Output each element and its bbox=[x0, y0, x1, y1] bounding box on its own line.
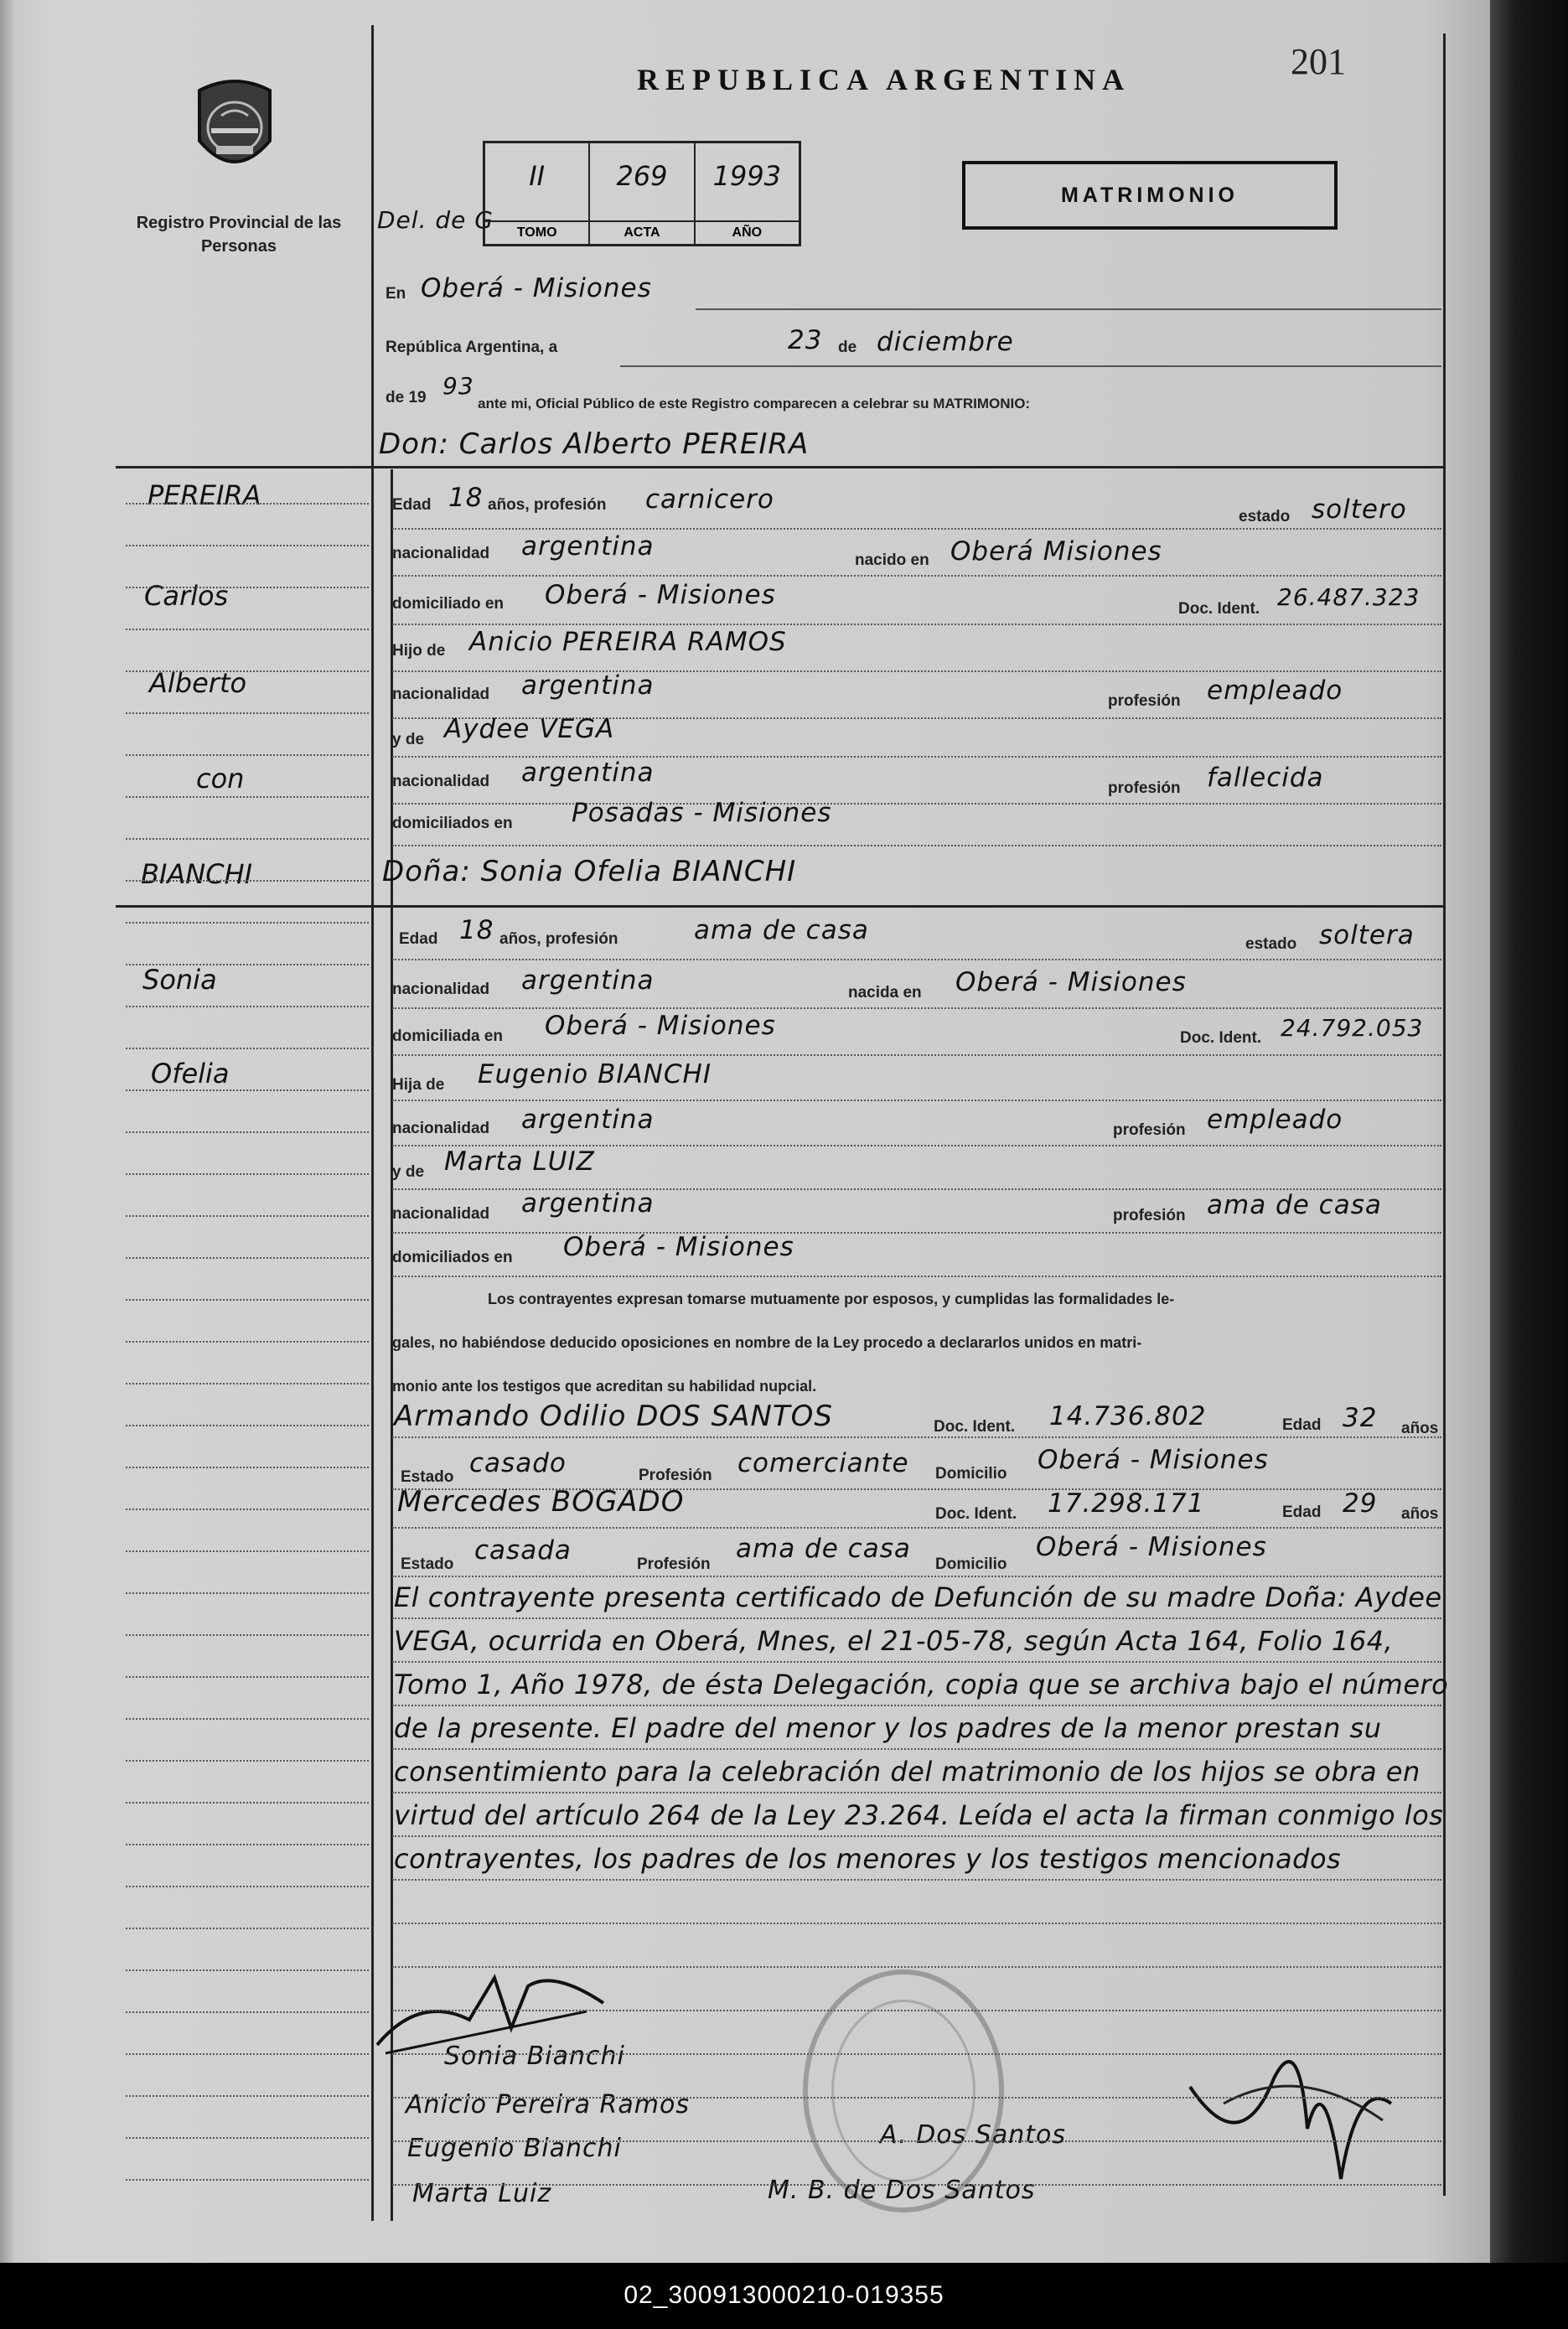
acta-label: ACTA bbox=[590, 220, 693, 244]
margin-guide-line bbox=[126, 1467, 369, 1468]
signature-2: Anicio Pereira Ramos bbox=[406, 2090, 690, 2119]
witness2-prof-label: Profesión bbox=[637, 1555, 711, 1573]
margin-guide-line bbox=[126, 1718, 369, 1720]
day: 23 bbox=[788, 325, 823, 355]
groom-nationality: argentina bbox=[521, 531, 655, 562]
groom-nacido-label: nacido en bbox=[855, 551, 929, 569]
margin-guide-line bbox=[126, 2179, 369, 2181]
groom-dom-label: domiciliado en bbox=[392, 595, 505, 613]
note-rule-line bbox=[392, 1923, 1441, 1924]
margin-guide-line bbox=[126, 1844, 369, 1845]
bride-estado-label: estado bbox=[1245, 935, 1297, 953]
groom-birthplace: Oberá Misiones bbox=[950, 536, 1162, 567]
margin-guide-line bbox=[126, 796, 369, 798]
rule bbox=[620, 365, 1441, 367]
rule bbox=[392, 959, 1441, 960]
margin-guide-line bbox=[126, 1886, 369, 1887]
en-label: En bbox=[386, 285, 406, 303]
margin-guide-line bbox=[126, 1802, 369, 1804]
witness2-edad-label: Edad bbox=[1282, 1503, 1322, 1521]
margin-guide-line bbox=[126, 1299, 369, 1301]
margin-name-bride-first: Sonia bbox=[142, 964, 217, 996]
margin-guide-line bbox=[126, 545, 369, 546]
rule bbox=[392, 1276, 1441, 1277]
bride-father-nac-label: nacionalidad bbox=[392, 1120, 490, 1137]
bride-yde-label: y de bbox=[392, 1163, 425, 1181]
bride-mother-profession: ama de casa bbox=[1207, 1190, 1382, 1220]
margin-guide-line bbox=[126, 670, 369, 672]
groom-father-profession: empleado bbox=[1207, 675, 1343, 706]
bride-age: 18 bbox=[459, 915, 494, 945]
tomo-cell bbox=[485, 143, 590, 244]
margin-guide-line bbox=[126, 587, 369, 588]
rule bbox=[392, 575, 1441, 577]
anio-label: AÑO bbox=[696, 220, 799, 244]
witness1-anos-label: años bbox=[1401, 1420, 1439, 1437]
witness1-doc: 14.736.802 bbox=[1049, 1401, 1207, 1431]
groom-doc-label: Doc. Ident. bbox=[1178, 600, 1260, 618]
note-rule-line bbox=[392, 2010, 1441, 2011]
rule bbox=[392, 1436, 1441, 1438]
acta-cell bbox=[590, 143, 695, 244]
groom-full-name: Don: Carlos Alberto PEREIRA bbox=[379, 427, 810, 461]
rule bbox=[392, 624, 1441, 625]
note-rule-line bbox=[392, 2053, 1441, 2055]
groom-section-rule bbox=[116, 466, 1443, 468]
groom-doc: 26.487.323 bbox=[1277, 583, 1421, 611]
bride-birthplace: Oberá - Misiones bbox=[955, 967, 1187, 997]
right-official-signature bbox=[1173, 2011, 1425, 2196]
signature-1: Sonia Bianchi bbox=[444, 2042, 625, 2071]
margin-guide-line bbox=[126, 1089, 369, 1091]
groom-mother-profession: fallecida bbox=[1207, 763, 1324, 793]
margin-guide-line bbox=[126, 838, 369, 840]
margin-guide-line bbox=[126, 629, 369, 630]
registry-name: Registro Provincial de las Personas bbox=[136, 214, 342, 256]
groom-anos-label: años, profesión bbox=[488, 496, 607, 514]
note-rule-line bbox=[392, 1617, 1441, 1619]
witness2-doc-label: Doc. Ident. bbox=[935, 1505, 1017, 1523]
acta-reference-table bbox=[483, 141, 801, 246]
groom-civil-status: soltero bbox=[1312, 494, 1407, 525]
tomo-label: TOMO bbox=[485, 220, 588, 244]
witness2-name: Mercedes BOGADO bbox=[397, 1485, 685, 1519]
groom-nac-label: nacionalidad bbox=[392, 545, 490, 562]
bride-mother-name: Marta LUIZ bbox=[444, 1146, 595, 1177]
rule bbox=[392, 845, 1441, 846]
country-title: REPUBLICA ARGENTINA bbox=[637, 63, 1131, 96]
acta-value: 269 bbox=[616, 160, 668, 192]
bride-full-name: Doña: Sonia Ofelia BIANCHI bbox=[382, 855, 797, 888]
note-rule-line bbox=[392, 1792, 1441, 1793]
margin-guide-line bbox=[126, 1676, 369, 1678]
note-rule-line bbox=[392, 1748, 1441, 1750]
de19-label: de 19 bbox=[386, 389, 427, 406]
rule bbox=[392, 1527, 1441, 1529]
page-number: 201 bbox=[1291, 41, 1346, 82]
margin-name-con: con bbox=[196, 763, 245, 794]
place: Oberá - Misiones bbox=[421, 273, 652, 303]
groom-edad-label: Edad bbox=[392, 496, 432, 514]
groom-yde-label: y de bbox=[392, 731, 425, 748]
margin-name-surname: PEREIRA bbox=[147, 479, 261, 511]
bride-mother-nationality: argentina bbox=[521, 1188, 655, 1219]
margin-guide-line bbox=[126, 880, 369, 882]
scan-file-code: 02_300913000210-019355 bbox=[624, 2281, 944, 2309]
margin-guide-line bbox=[126, 2011, 369, 2013]
witness1-edad-label: Edad bbox=[1282, 1416, 1322, 1434]
bride-hija-label: Hija de bbox=[392, 1076, 445, 1094]
witness1-profession: comerciante bbox=[737, 1448, 909, 1478]
groom-age: 18 bbox=[448, 483, 484, 513]
bride-father-name: Eugenio BIANCHI bbox=[478, 1059, 712, 1089]
groom-father-nationality: argentina bbox=[521, 670, 655, 701]
ante-text: ante mi, Oficial Público de este Registro comparecen a celebrar su MATRIMONIO: bbox=[478, 396, 1031, 411]
bride-civil-status: soltera bbox=[1319, 920, 1415, 950]
margin-guide-line bbox=[126, 1969, 369, 1971]
rule bbox=[392, 1232, 1441, 1234]
rule bbox=[392, 1054, 1441, 1056]
witness1-name: Armando Odilio DOS SANTOS bbox=[394, 1400, 833, 1433]
groom-profession: carnicero bbox=[645, 484, 774, 515]
groom-mother-nationality: argentina bbox=[521, 758, 655, 788]
note-rule-line bbox=[392, 2184, 1441, 2186]
anio-cell bbox=[696, 143, 799, 244]
rule bbox=[392, 1007, 1441, 1009]
margin-guide-line bbox=[126, 2095, 369, 2097]
margin-name-bride-middle: Ofelia bbox=[151, 1058, 230, 1089]
groom-father-name: Anicio PEREIRA RAMOS bbox=[469, 627, 787, 657]
bride-edad-label: Edad bbox=[399, 930, 438, 948]
witness2-civil-status: casada bbox=[474, 1535, 572, 1566]
margin-guide-line bbox=[126, 1173, 369, 1175]
witness2-doc: 17.298.171 bbox=[1048, 1488, 1205, 1519]
record-type-box: MATRIMONIO bbox=[962, 161, 1338, 230]
bride-father-prof-label: profesión bbox=[1113, 1121, 1186, 1139]
witness2-anos-label: años bbox=[1401, 1505, 1439, 1523]
witness2-dom-label: Domicilio bbox=[935, 1555, 1007, 1573]
registry-seal-logo bbox=[183, 75, 287, 184]
declaration-line-1: Los contrayentes expresan tomarse mutuamente por esposos, y cumplidas las formalidades le- bbox=[488, 1291, 1175, 1307]
margin-guide-line bbox=[126, 1509, 369, 1510]
groom-hijo-label: Hijo de bbox=[392, 642, 446, 660]
witness1-doc-label: Doc. Ident. bbox=[934, 1418, 1016, 1436]
notes-paragraph: El contrayente presenta certificado de Defunción de su madre Doña: Aydee VEGA, ocurrida en Oberá, Mnes, el 21-05-78, según Acta 164, Folio 164, Tomo 1, Año 1978, de ésta Delegación, copia que se archiva bajo el número de la presente. El padre del menor y los padres de la menor prestan su consentimiento para la celebración del matrimonio de los hijos se obra en virtud del artículo 264 de la Ley 23.264. Leída el acta la firman conmigo los contrayentes, los padres de los menores y los testigos mencionados bbox=[394, 1581, 1449, 1875]
republica-label: República Argentina, a bbox=[386, 339, 558, 356]
groom-parents-address: Posadas - Misiones bbox=[572, 798, 832, 828]
bride-profession: ama de casa bbox=[694, 915, 869, 945]
note-rule-line bbox=[392, 2140, 1441, 2142]
witness1-estado-label: Estado bbox=[401, 1468, 454, 1486]
year-suffix: 93 bbox=[442, 372, 474, 400]
margin-guide-line bbox=[126, 503, 369, 505]
declaration-line-3: monio ante los testigos que acreditan su habilidad nupcial. bbox=[392, 1378, 817, 1395]
margin-guide-line bbox=[126, 1592, 369, 1594]
groom-mother-name: Aydee VEGA bbox=[444, 714, 615, 744]
margin-guide-line bbox=[126, 1928, 369, 1929]
bride-doms-label: domiciliados en bbox=[392, 1249, 513, 1266]
margin-guide-line bbox=[126, 1215, 369, 1217]
declaration-line-2: gales, no habiéndose deducido oposiciones en nombre de la Ley procedo a declararlos unidos en matri- bbox=[392, 1334, 1142, 1351]
bride-dom-label: domiciliada en bbox=[392, 1027, 503, 1045]
witness1-prof-label: Profesión bbox=[639, 1467, 712, 1484]
signature-4: Marta Luiz bbox=[412, 2179, 552, 2208]
note-rule-line bbox=[392, 1879, 1441, 1881]
delegation-note: Del. de G bbox=[377, 206, 494, 234]
signature-5: A. Dos Santos bbox=[880, 2120, 1066, 2150]
witness1-address: Oberá - Misiones bbox=[1038, 1445, 1269, 1475]
groom-father-nac-label: nacionalidad bbox=[392, 686, 490, 703]
bride-address: Oberá - Misiones bbox=[545, 1011, 776, 1041]
bride-nac-label: nacionalidad bbox=[392, 981, 490, 998]
bride-doc-label: Doc. Ident. bbox=[1180, 1029, 1262, 1047]
bride-doc: 24.792.053 bbox=[1281, 1014, 1424, 1042]
bride-father-nationality: argentina bbox=[521, 1105, 655, 1135]
margin-guide-line bbox=[126, 1425, 369, 1426]
margin-name-first: Carlos bbox=[144, 580, 229, 612]
signature-6: M. B. de Dos Santos bbox=[768, 2176, 1036, 2205]
witness1-civil-status: casado bbox=[469, 1448, 567, 1478]
groom-mother-nac-label: nacionalidad bbox=[392, 773, 490, 790]
margin-guide-line bbox=[126, 754, 369, 756]
margin-name-bride-surname: BIANCHI bbox=[141, 858, 253, 890]
witness2-profession: ama de casa bbox=[736, 1534, 911, 1564]
witness2-address: Oberá - Misiones bbox=[1036, 1532, 1267, 1562]
note-rule-line bbox=[392, 1705, 1441, 1706]
witness2-age: 29 bbox=[1343, 1488, 1378, 1519]
margin-rule-left bbox=[371, 25, 374, 2221]
margin-guide-line bbox=[126, 712, 369, 714]
tomo-value: II bbox=[529, 160, 546, 192]
note-rule-line bbox=[392, 1835, 1441, 1837]
de-label: de bbox=[838, 339, 857, 356]
bride-father-profession: empleado bbox=[1207, 1105, 1343, 1135]
groom-father-prof-label: profesión bbox=[1108, 692, 1181, 710]
margin-guide-line bbox=[126, 922, 369, 924]
book-spine bbox=[1490, 0, 1568, 2263]
month: diciembre bbox=[877, 327, 1014, 357]
margin-guide-line bbox=[126, 2137, 369, 2139]
margin-guide-line bbox=[126, 1634, 369, 1636]
anio-value: 1993 bbox=[712, 160, 782, 192]
margin-guide-line bbox=[126, 1760, 369, 1762]
bride-parents-address: Oberá - Misiones bbox=[563, 1232, 794, 1262]
witness2-estado-label: Estado bbox=[401, 1555, 454, 1573]
margin-guide-line bbox=[126, 1341, 369, 1343]
bride-mother-prof-label: profesión bbox=[1113, 1207, 1186, 1224]
margin-name-middle: Alberto bbox=[149, 667, 247, 699]
bride-nationality: argentina bbox=[521, 965, 655, 996]
groom-estado-label: estado bbox=[1239, 508, 1291, 525]
groom-address: Oberá - Misiones bbox=[545, 580, 776, 610]
groom-mother-prof-label: profesión bbox=[1108, 779, 1181, 797]
bride-section-rule bbox=[116, 905, 1443, 908]
rule bbox=[392, 528, 1441, 530]
witness1-dom-label: Domicilio bbox=[935, 1465, 1007, 1483]
bride-mother-nac-label: nacionalidad bbox=[392, 1205, 490, 1223]
margin-guide-line bbox=[126, 1550, 369, 1552]
margin-guide-line bbox=[126, 1257, 369, 1259]
rule bbox=[696, 308, 1441, 310]
witness1-age: 32 bbox=[1343, 1403, 1378, 1433]
signature-3: Eugenio Bianchi bbox=[407, 2134, 622, 2163]
bride-nacida-label: nacida en bbox=[848, 984, 922, 1001]
margin-guide-line bbox=[126, 964, 369, 965]
margin-guide-line bbox=[126, 2053, 369, 2055]
margin-guide-line bbox=[126, 1383, 369, 1384]
groom-doms-label: domiciliados en bbox=[392, 815, 513, 832]
margin-guide-line bbox=[126, 1048, 369, 1049]
note-rule-line bbox=[392, 2097, 1441, 2099]
bride-anos-label: años, profesión bbox=[499, 930, 618, 948]
rule bbox=[392, 803, 1441, 805]
margin-guide-line bbox=[126, 1006, 369, 1007]
note-rule-line bbox=[392, 1966, 1441, 1968]
note-rule-line bbox=[392, 1661, 1441, 1663]
rule bbox=[392, 1100, 1441, 1101]
margin-guide-line bbox=[126, 1131, 369, 1133]
